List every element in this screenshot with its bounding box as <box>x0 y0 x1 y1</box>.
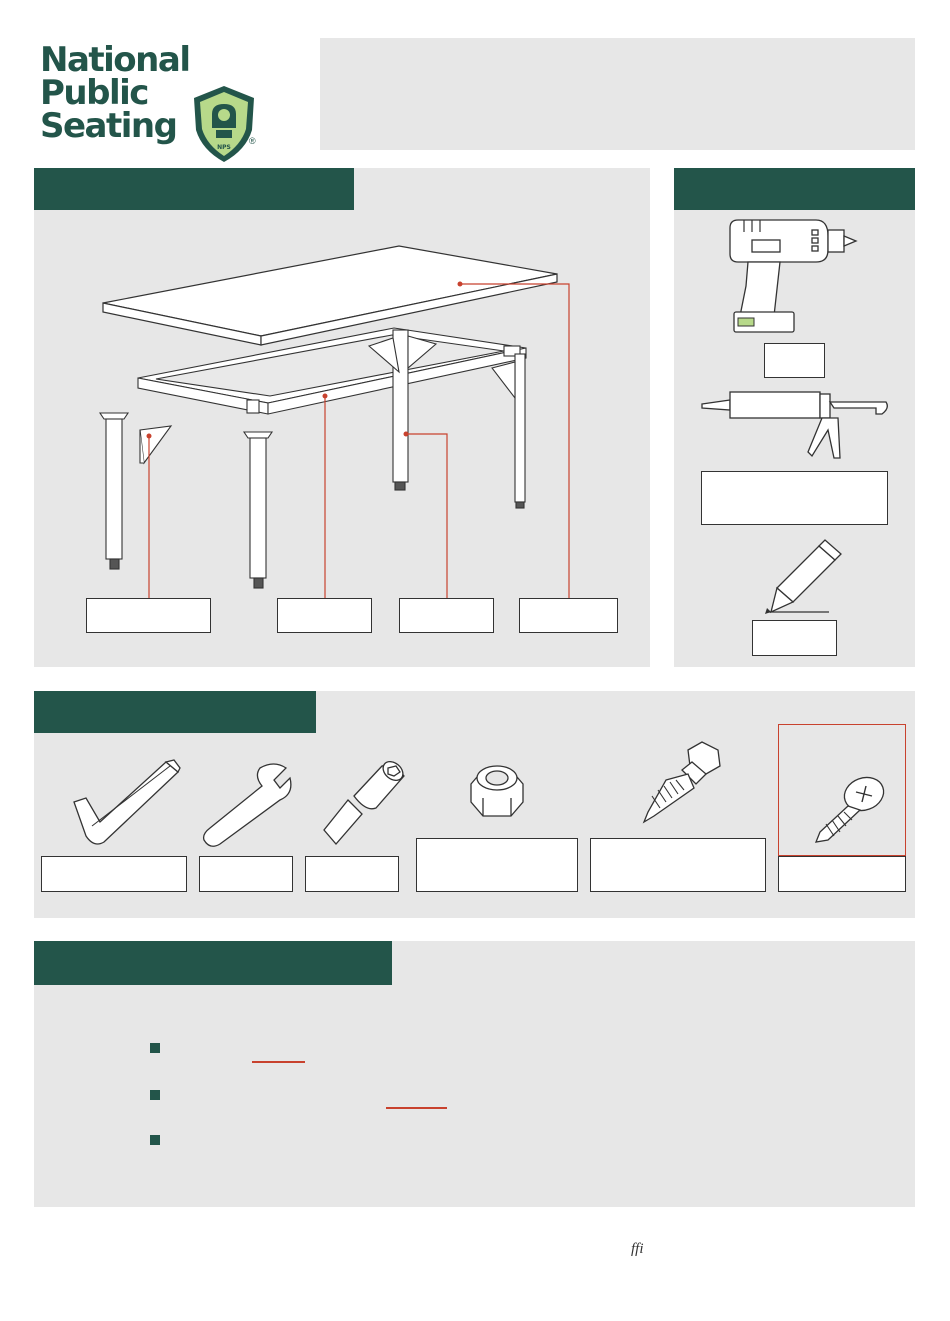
phillips-screw-icon <box>812 772 887 847</box>
loose-leg-illustration <box>100 413 272 588</box>
nps-shield-logo-icon <box>188 84 260 164</box>
tool-label-drill <box>764 343 825 378</box>
socket-icon <box>320 760 408 852</box>
tools-section-title <box>674 168 915 210</box>
tool-label-caulking-gun <box>701 471 888 525</box>
hardware-label-socket <box>305 856 399 892</box>
instruction-bullet-3 <box>150 1135 160 1145</box>
hardware-label-allen-key <box>41 856 187 892</box>
component-label-bracket <box>86 598 211 633</box>
logo-line-public: Public <box>40 73 148 113</box>
marker-icon <box>757 540 842 615</box>
badge-text: NPS <box>217 144 231 151</box>
header-banner <box>320 38 915 150</box>
table-exploded-diagram <box>34 168 650 667</box>
component-label-tabletop <box>519 598 618 633</box>
drill-icon <box>728 216 860 336</box>
hardware-label-phillips-screw <box>778 856 906 892</box>
instruction-underline-1 <box>252 1061 305 1063</box>
frame-illustration <box>138 328 526 508</box>
hardware-label-lock-nut <box>416 838 578 892</box>
lock-nut-icon <box>465 762 530 822</box>
instruction-bullet-1 <box>150 1043 160 1053</box>
tool-label-marker <box>752 620 837 656</box>
wrench-icon <box>200 760 292 850</box>
allen-key-icon <box>70 760 180 850</box>
instructions-section-title <box>34 941 392 985</box>
hardware-label-wrench <box>199 856 293 892</box>
footer-note: ffi <box>631 1241 644 1257</box>
logo-line-national: National <box>40 40 190 80</box>
tabletop-illustration <box>103 246 557 345</box>
logo-line-seating: Seating <box>40 106 177 146</box>
caulking-gun-icon <box>700 388 890 463</box>
instruction-bullet-2 <box>150 1090 160 1100</box>
component-label-leg <box>399 598 494 633</box>
header-banner-text <box>320 38 915 70</box>
hex-bolt-icon <box>636 740 726 830</box>
instruction-underline-2 <box>386 1107 447 1109</box>
brand-logo-text <box>40 40 190 146</box>
hardware-label-hex-bolt <box>590 838 766 892</box>
registered-mark: ® <box>249 136 256 146</box>
component-label-frame <box>277 598 372 633</box>
hardware-section-title <box>34 691 316 733</box>
